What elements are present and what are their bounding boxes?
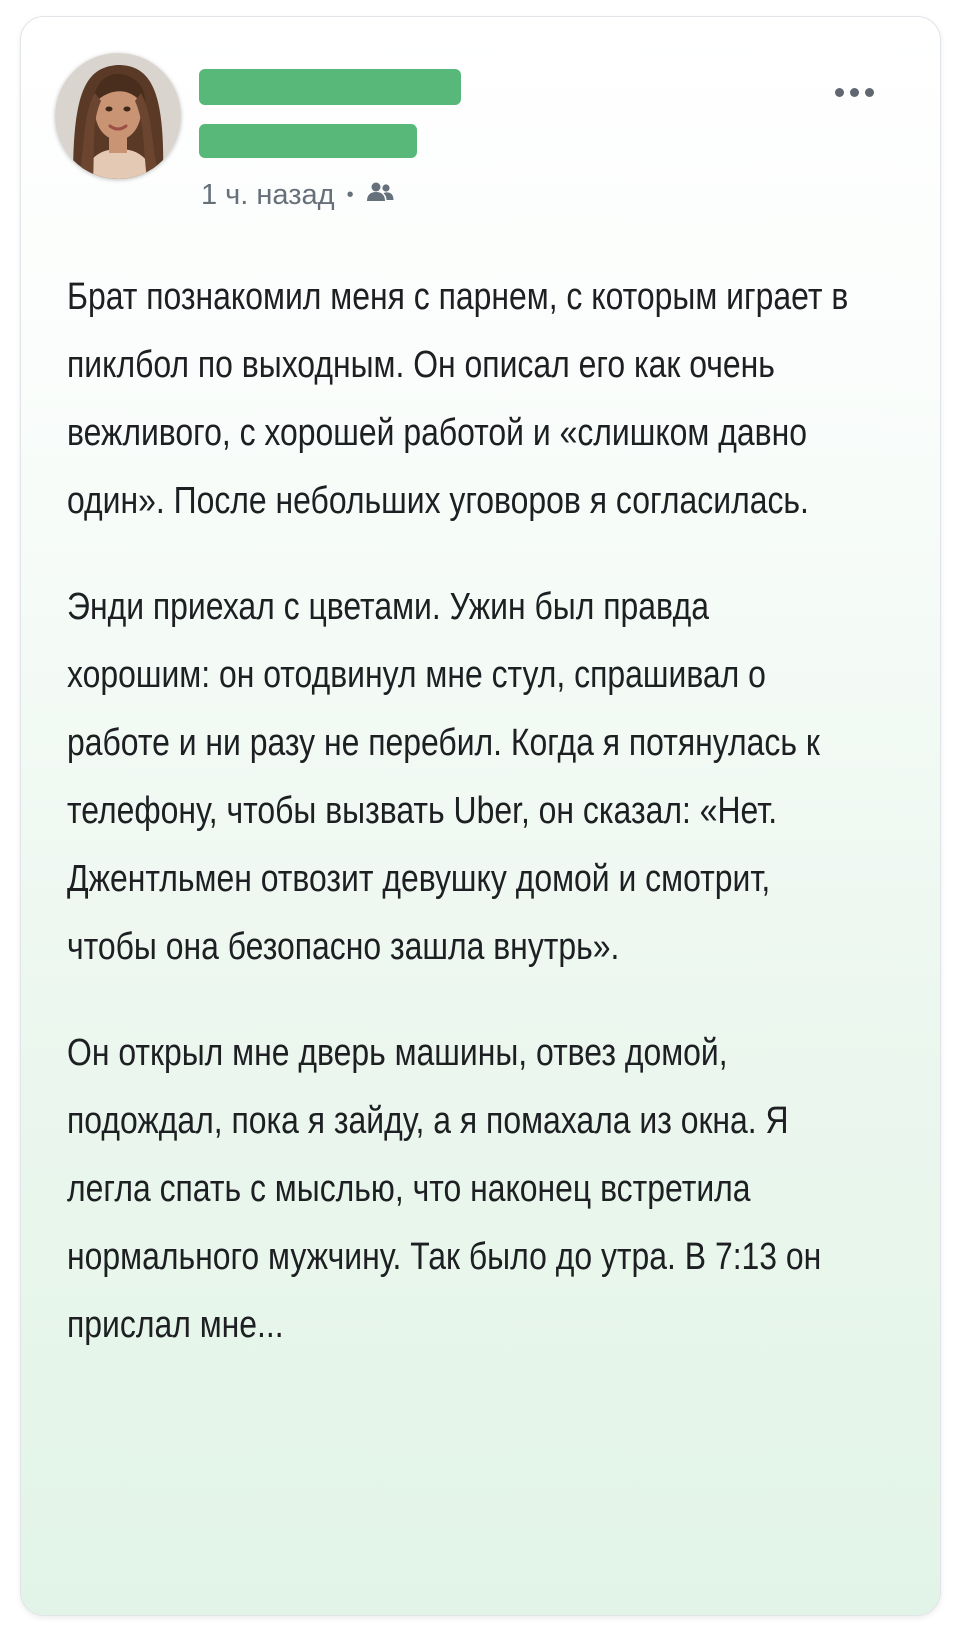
more-horizontal-icon [835, 88, 844, 97]
meta-separator: • [346, 184, 354, 206]
post-body [67, 263, 849, 1397]
friends-icon[interactable] [365, 179, 395, 212]
avatar[interactable] [55, 53, 181, 179]
author-subtitle-redaction [199, 124, 417, 158]
more-horizontal-icon [865, 88, 874, 97]
post-paragraph: Энди приехал с цветами. Ужин был правда хорошим: он отодвинул мне стул, спрашивал о работе и ни разу не перебил. Когда я потянулась к телефону, чтобы вызвать Uber, он сказал: «Нет. Джентльмен отвозит девушку домой и смотрит, чтобы она безопасно зашла внутрь». [67, 586, 820, 968]
post-timestamp[interactable]: 1 ч. назад [201, 179, 335, 211]
avatar-image [55, 53, 181, 179]
post-paragraph: Он открыл мне дверь машины, отвез домой, подождал, пока я зайду, а я помахала из окна. Я легла спать с мыслью, что наконец встретила нормального мужчину. Так было до утра. В 7:13 он прислал мне... [67, 1032, 822, 1346]
post-meta [201, 179, 395, 212]
author-name-redaction[interactable] [199, 69, 461, 105]
post-card [20, 16, 941, 1616]
post-paragraph: Брат познакомил меня с парнем, с которым играет в пиклбол по выходным. Он описал его как очень вежливого, с хорошей работой и «слишком давно один». После небольших уговоров я согласилась. [67, 276, 849, 522]
friends-icon-graphic [365, 180, 395, 204]
more-horizontal-icon [850, 88, 859, 97]
more-options-button[interactable] [821, 75, 887, 109]
